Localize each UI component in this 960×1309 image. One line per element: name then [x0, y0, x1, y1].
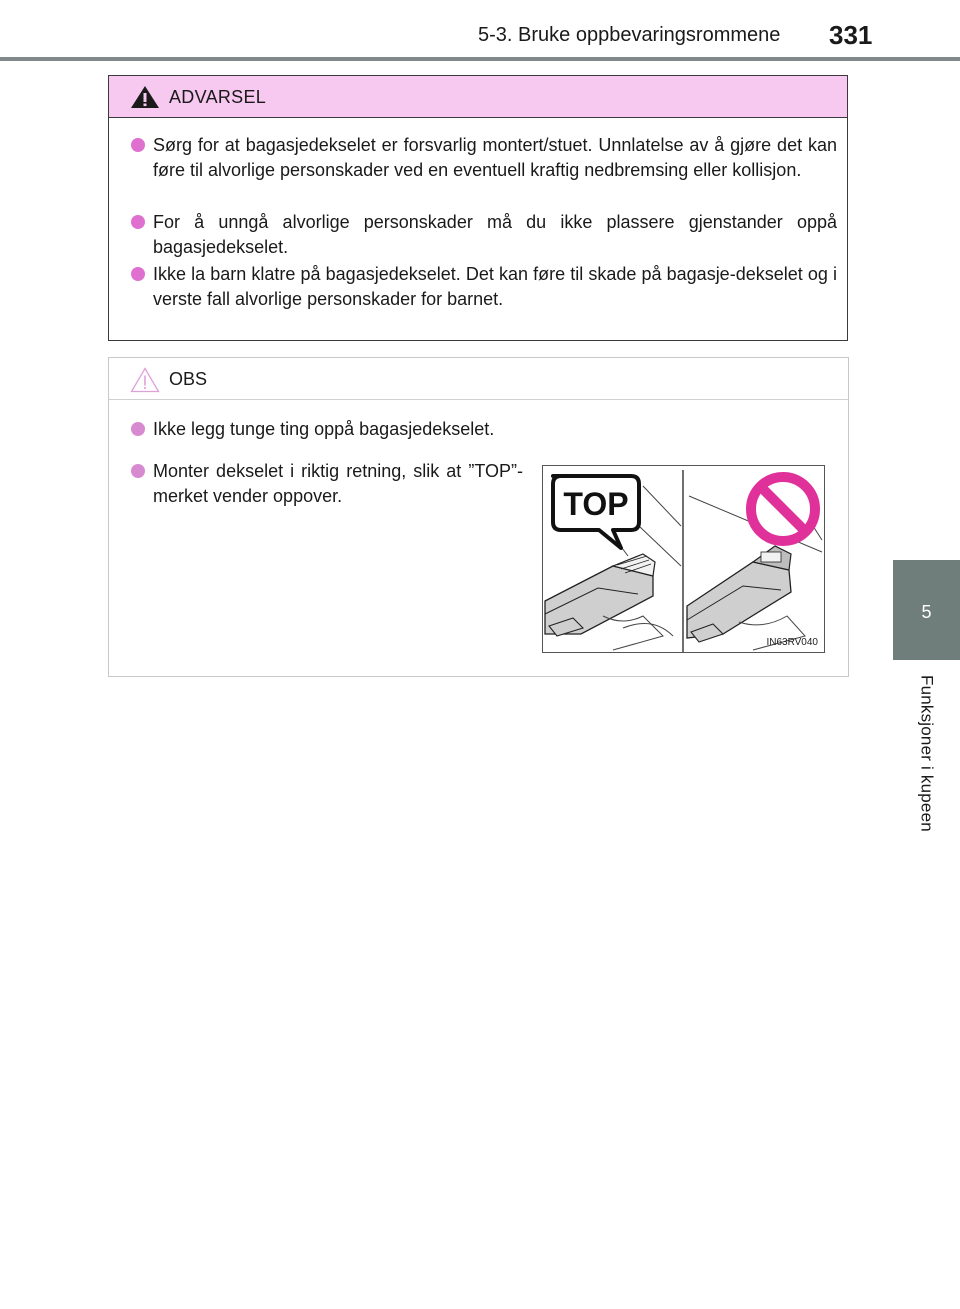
chapter-title-vertical [893, 675, 960, 885]
notice-item-text: Ikke legg tunge ting oppå bagasjedekselet. [153, 419, 495, 439]
notice-label: OBS [169, 369, 208, 389]
notice-item [131, 417, 838, 442]
page-number: 331 [829, 20, 873, 50]
chapter-title: Funksjoner i kupeen [917, 675, 937, 832]
notice-item [131, 459, 523, 509]
illustration-code: IN63RV040 [766, 637, 818, 648]
bullet-icon [131, 422, 145, 436]
chapter-tab[interactable] [893, 560, 960, 660]
bullet-icon [131, 267, 145, 281]
warning-item-text: For å unngå alvorlige personskader må du ikke plassere gjenstander oppå bagasjedekselet. [153, 212, 837, 257]
chapter-number: 5 [921, 602, 932, 622]
warning-triangle-icon [130, 85, 160, 109]
bullet-icon [131, 138, 145, 152]
section-title: 5-3. Bruke oppbevaringsrommene [478, 24, 781, 46]
header-divider [0, 57, 960, 61]
bullet-icon [131, 464, 145, 478]
notice-box [108, 357, 849, 677]
warning-item [131, 133, 837, 183]
warning-item-text: Sørg for at bagasjedekselet er forsvarlig montert/stuet. Unnlatelse av å gjøre det kan føre til alvorlige personskader ved en eventuell kraftig nedbremsing eller kollisjon. [153, 135, 837, 180]
cover-orientation-illustration [542, 465, 825, 653]
warning-item [131, 262, 837, 312]
caution-triangle-icon [130, 367, 160, 393]
warning-header [109, 76, 847, 118]
illustration-drawing [543, 466, 824, 652]
warning-item-text: Ikke la barn klatre på bagasjedekselet. Det kan føre til skade på bagasje-dekselet og i verste fall alvorlige personskader for barnet. [153, 264, 837, 309]
notice-header [109, 358, 848, 400]
top-label-text: TOP [563, 486, 629, 522]
bullet-icon [131, 215, 145, 229]
no-entry-icon [751, 477, 815, 541]
warning-item [131, 210, 837, 260]
warning-label: ADVARSEL [169, 87, 267, 107]
notice-item-text: Monter dekselet i riktig retning, slik at ”TOP”-merket vender oppover. [153, 461, 523, 506]
warning-box [108, 75, 848, 341]
